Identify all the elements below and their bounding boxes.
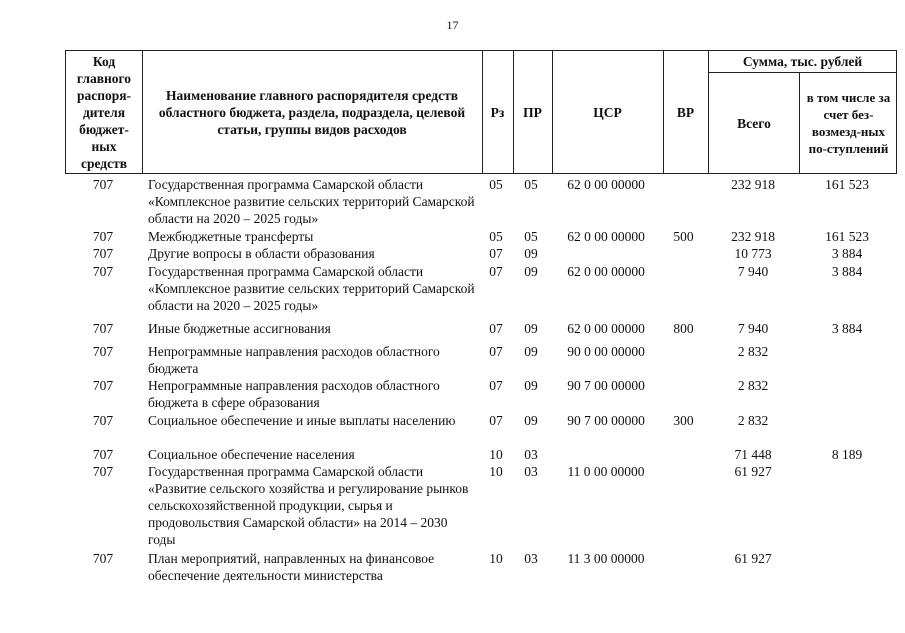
cell-csr: 90 0 00 00000 — [567, 344, 645, 359]
cell-grants: 3 884 — [831, 264, 863, 279]
cell-pr: 05 — [524, 229, 538, 244]
cell-rz: 05 — [489, 229, 503, 244]
cell-rz: 10 — [489, 464, 503, 479]
cell-grants: 161 523 — [825, 177, 869, 192]
cell-kod: 707 — [92, 246, 114, 261]
table-header — [65, 50, 897, 174]
cell-kod: 707 — [92, 229, 114, 244]
cell-pr: 09 — [524, 264, 538, 279]
cell-rz: 07 — [489, 321, 503, 336]
cell-name: Иные бюджетные ассигнования — [148, 321, 331, 336]
header-name: Наименование главного распорядителя средств областного бюджета, раздела, подраздела, целевой статьи, группы видов расходов — [158, 87, 466, 137]
cell-kod: 707 — [92, 177, 114, 192]
cell-rz: 05 — [489, 177, 503, 192]
cell-grants: 161 523 — [825, 229, 869, 244]
cell-total: 61 927 — [734, 464, 772, 479]
cell-name: Другие вопросы в области образования — [148, 246, 375, 261]
cell-pr: 09 — [524, 344, 538, 359]
cell-total: 71 448 — [734, 447, 772, 462]
cell-total: 232 918 — [731, 229, 775, 244]
cell-grants: 3 884 — [831, 321, 863, 336]
cell-kod: 707 — [92, 413, 114, 428]
cell-rz: 10 — [489, 551, 503, 566]
cell-rz: 07 — [489, 413, 503, 428]
cell-total: 2 832 — [737, 344, 769, 359]
cell-pr: 09 — [524, 246, 538, 261]
cell-name: Государственная программа Самарской области «Комплексное развитие сельских территорий Самарской области на 2020 – 2025 годы» — [148, 177, 475, 226]
page-number: 17 — [446, 18, 459, 32]
cell-kod: 707 — [92, 264, 114, 279]
cell-name: Социальное обеспечение и иные выплаты населению — [148, 413, 456, 428]
header-rz: Рз — [490, 104, 505, 120]
cell-csr: 62 0 00 00000 — [567, 321, 645, 336]
cell-csr: 62 0 00 00000 — [567, 177, 645, 192]
cell-total: 2 832 — [737, 378, 769, 393]
cell-name: Государственная программа Самарской области «Развитие сельского хозяйства и регулирование рынков сельскохозяйственной продукции, сырья и продовольствия Самарской области» на 2014 – 2030 годы — [148, 464, 469, 547]
cell-name: Непрограммные направления расходов областного бюджета в сфере образования — [148, 378, 440, 410]
header-grants: в том числе за счет без-возмезд-ных по-ступлений — [806, 90, 891, 156]
cell-total: 10 773 — [734, 246, 772, 261]
cell-csr: 90 7 00 00000 — [567, 413, 645, 428]
cell-rz: 07 — [489, 246, 503, 261]
cell-rz: 07 — [489, 264, 503, 279]
cell-pr: 03 — [524, 464, 538, 479]
cell-grants: 3 884 — [831, 246, 863, 261]
cell-rz: 07 — [489, 378, 503, 393]
cell-csr: 62 0 00 00000 — [567, 229, 645, 244]
cell-kod: 707 — [92, 551, 114, 566]
cell-kod: 707 — [92, 378, 114, 393]
cell-csr: 90 7 00 00000 — [567, 378, 645, 393]
header-sum-group: Сумма, тыс. рублей — [742, 54, 863, 69]
cell-pr: 09 — [524, 321, 538, 336]
cell-pr: 09 — [524, 378, 538, 393]
header-vr: ВР — [676, 104, 695, 120]
cell-csr: 11 3 00 00000 — [567, 551, 645, 566]
header-pr: ПР — [523, 104, 542, 120]
cell-name: Непрограммные направления расходов областного бюджета — [148, 344, 440, 376]
cell-rz: 07 — [489, 344, 503, 359]
cell-csr: 62 0 00 00000 — [567, 264, 645, 279]
cell-vr: 800 — [673, 321, 694, 336]
cell-vr: 300 — [673, 413, 694, 428]
cell-kod: 707 — [92, 447, 114, 462]
header-kod: Код главного распоря-дителя бюджет-ных средств — [76, 53, 132, 171]
cell-kod: 707 — [92, 344, 114, 359]
header-total: Всего — [737, 115, 771, 131]
cell-name: План мероприятий, направленных на финансовое обеспечение деятельности министерства — [148, 551, 435, 583]
cell-kod: 707 — [92, 321, 114, 336]
cell-total: 232 918 — [731, 177, 775, 192]
cell-total: 61 927 — [734, 551, 772, 566]
cell-pr: 05 — [524, 177, 538, 192]
cell-grants: 8 189 — [831, 447, 863, 462]
cell-rz: 10 — [489, 447, 503, 462]
cell-total: 7 940 — [737, 264, 769, 279]
cell-total: 2 832 — [737, 413, 769, 428]
cell-pr: 03 — [524, 551, 538, 566]
cell-vr: 500 — [673, 229, 694, 244]
cell-csr: 11 0 00 00000 — [567, 464, 645, 479]
cell-name: Социальное обеспечение населения — [148, 447, 355, 462]
cell-name: Государственная программа Самарской области «Комплексное развитие сельских территорий Самарской области на 2020 – 2025 годы» — [148, 264, 475, 313]
cell-pr: 09 — [524, 413, 538, 428]
cell-kod: 707 — [92, 464, 114, 479]
header-csr: ЦСР — [593, 104, 622, 120]
cell-total: 7 940 — [737, 321, 769, 336]
cell-name: Межбюджетные трансферты — [148, 229, 314, 244]
cell-pr: 03 — [524, 447, 538, 462]
